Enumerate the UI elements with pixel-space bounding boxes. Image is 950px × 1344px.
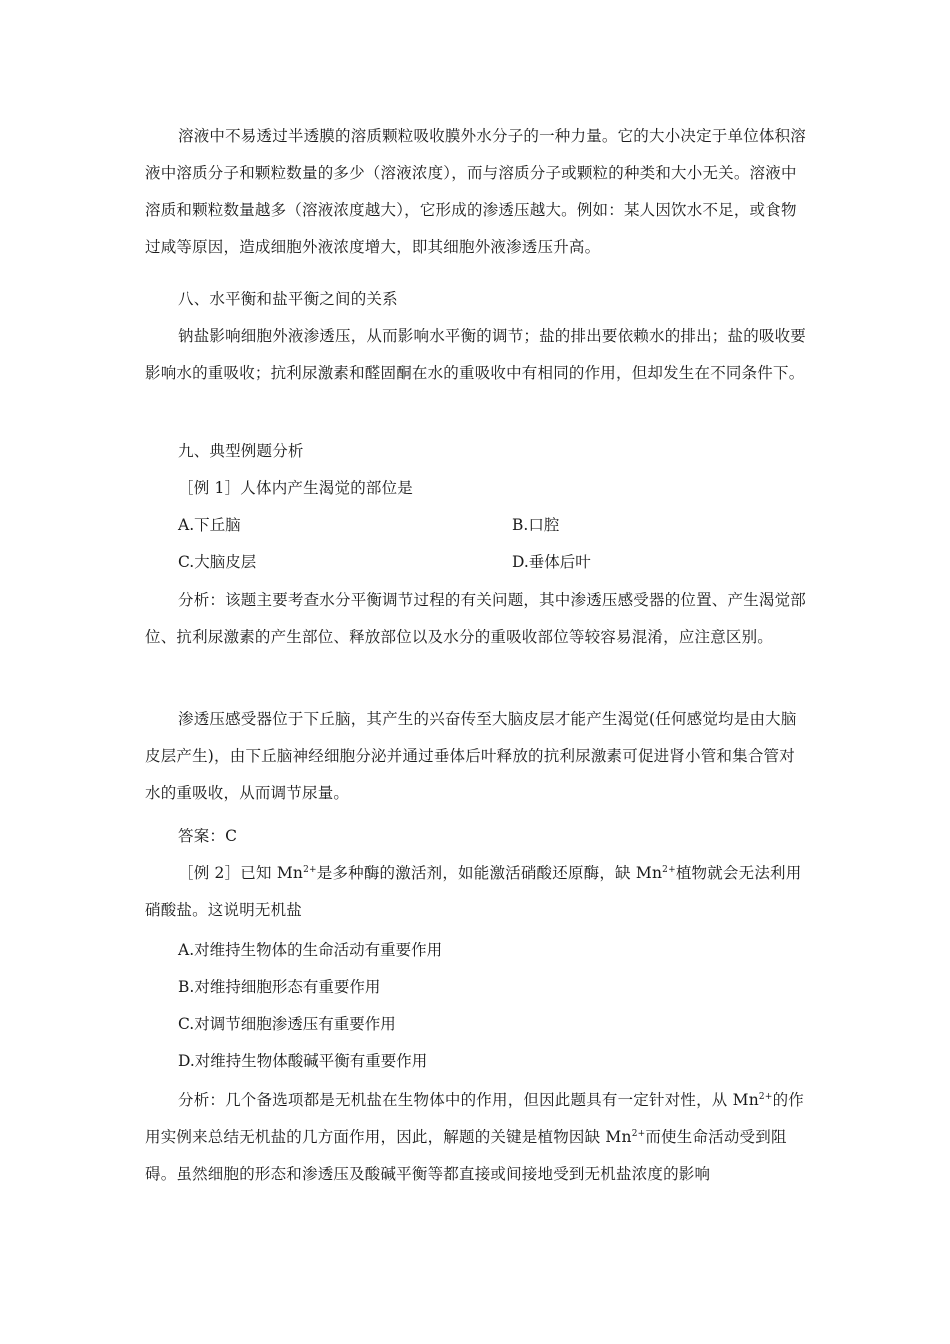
section-heading-9: 九、典型例题分析 (178, 442, 304, 460)
example-1-analysis: 分析：该题主要考查水分平衡调节过程的有关问题，其中渗透压感受器的位置、产生渴觉部位、抗利尿激素的产生部位、释放部位以及水分的重吸收部位等较容易混淆，应注意区别。 (145, 591, 807, 646)
superscript-charge: 2+ (662, 865, 676, 875)
superscript-charge: 2+ (303, 865, 317, 875)
example-2-option-b: B.对维持细胞形态有重要作用 (178, 978, 381, 996)
example-1-option-a: A.下丘脑 (178, 516, 241, 534)
example-1-option-b: B.口腔 (512, 516, 560, 534)
section-heading-8: 八、水平衡和盐平衡之间的关系 (178, 290, 398, 308)
example-2-option-d: D.对维持生物体酸碱平衡有重要作用 (178, 1052, 428, 1070)
example-1-answer: 答案：C (178, 827, 238, 845)
superscript-charge: 2+ (631, 1129, 646, 1139)
paragraph-osmotic-definition: 溶液中不易透过半透膜的溶质颗粒吸收膜外水分子的一种力量。它的大小决定于单位体积溶液中溶质分子和颗粒数量的多少（溶液浓度），而与溶质分子或颗粒的种类和大小无关。溶液中溶质和颗粒数量越多（溶液浓度越大），它形成的渗透压越大。例如：某人因饮水不足，或食物过咸等原因，造成细胞外液浓度增大，即其细胞外液渗透压升高。 (145, 127, 807, 256)
example-2-question: ［例 2］已知 $Mn^{2+}$是多种酶的激活剂，如能激活硝酸还原酶，缺 $Mn^{2+}$植物就会无法利用硝酸盐。这说明无机盐 (145, 864, 802, 919)
example-2-option-c: C.对调节细胞渗透压有重要作用 (178, 1015, 396, 1033)
paragraph-water-salt-relation: 钠盐影响细胞外液渗透压，从而影响水平衡的调节；盐的排出要依赖水的排出；盐的吸收要影响水的重吸收；抗利尿激素和醛固酮在水的重吸收中有相同的作用，但却发生在不同条件下。 (145, 327, 807, 382)
example-1-question: ［例 1］人体内产生渴觉的部位是 (178, 479, 413, 497)
example-2-analysis: 分析：几个备选项都是无机盐在生物体中的作用，但因此题具有一定针对性，从 $Mn^{2+}$的作用实例来总结无机盐的几方面作用，因此，解题的关键是植物因缺 $Mn^{2+}$而使生命活动受到阻碍。虽然细胞的形态和渗透压及酸碱平衡等都直接或间接地受到无机盐浓度的影响 (145, 1091, 804, 1183)
example-1-option-c: C.大脑皮层 (178, 553, 257, 571)
example-1-explanation: 渗透压感受器位于下丘脑，其产生的兴奋传至大脑皮层才能产生渴觉(任何感觉均是由大脑皮层产生)，由下丘脑神经细胞分泌并通过垂体后叶释放的抗利尿激素可促进肾小管和集合管对水的重吸收，从而调节尿量。 (145, 710, 797, 802)
superscript-charge: 2+ (758, 1092, 773, 1102)
example-2-option-a: A.对维持生物体的生命活动有重要作用 (178, 941, 443, 959)
example-1-option-d: D.垂体后叶 (512, 553, 591, 571)
